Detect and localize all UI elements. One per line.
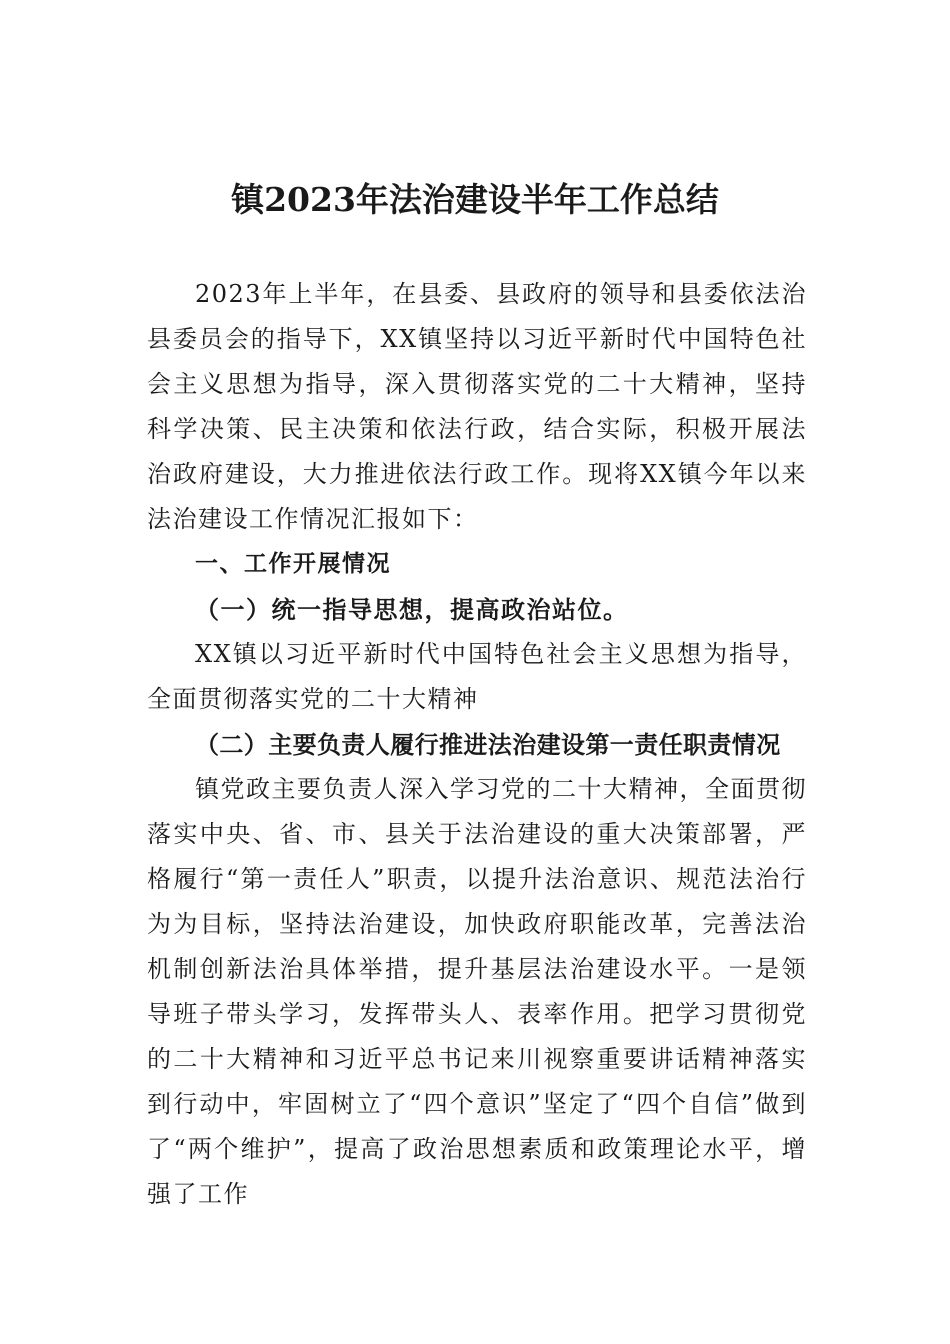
document-body <box>147 272 807 1217</box>
section-heading-work-status: 一、工作开展情况 <box>195 551 391 577</box>
document-title: 镇2023年法治建设半年工作总结 <box>231 180 719 219</box>
subsection-paragraph-principal-responsibility: 镇党政主要负责人深入学习党的二十大精神，全面贯彻落实中央、省、市、县关于法治建设的重大决策部署，严格履行“第一责任人”职责，以提升法治意识、规范法治行为为目标，坚持法治建设，加快政府职能改革，完善法治机制创新法治具体举措，提升基层法治建设水平。一是领导班子带头学习，发挥带头人、表率作用。把学习贯彻党的二十大精神和习近平总书记来川视察重要讲话精神落实到行动中，牢固树立了“四个意识”坚定了“四个自信”做到了“两个维护”，提高了政治思想素质和政策理论水平，增强了工作 <box>147 775 807 1208</box>
subsection-heading-principal-responsibility: （二）主要负责人履行推进法治建设第一责任职责情况 <box>195 730 781 759</box>
intro-paragraph: 2023年上半年，在县委、县政府的领导和县委依法治县委员会的指导下，XX镇坚持以习近平新时代中国特色社会主义思想为指导，深入贯彻落实党的二十大精神，坚持科学决策、民主决策和依法行政，结合实际，积极开展法治政府建设，大力推进依法行政工作。现将XX镇今年以来法治建设工作情况汇报如下： <box>147 280 807 533</box>
subsection-paragraph-guiding-thought: XX镇以习近平新时代中国特色社会主义思想为指导，全面贯彻落实党的二十大精神 <box>147 640 807 713</box>
subsection-heading-guiding-thought: （一）统一指导思想，提高政治站位。 <box>195 595 629 624</box>
